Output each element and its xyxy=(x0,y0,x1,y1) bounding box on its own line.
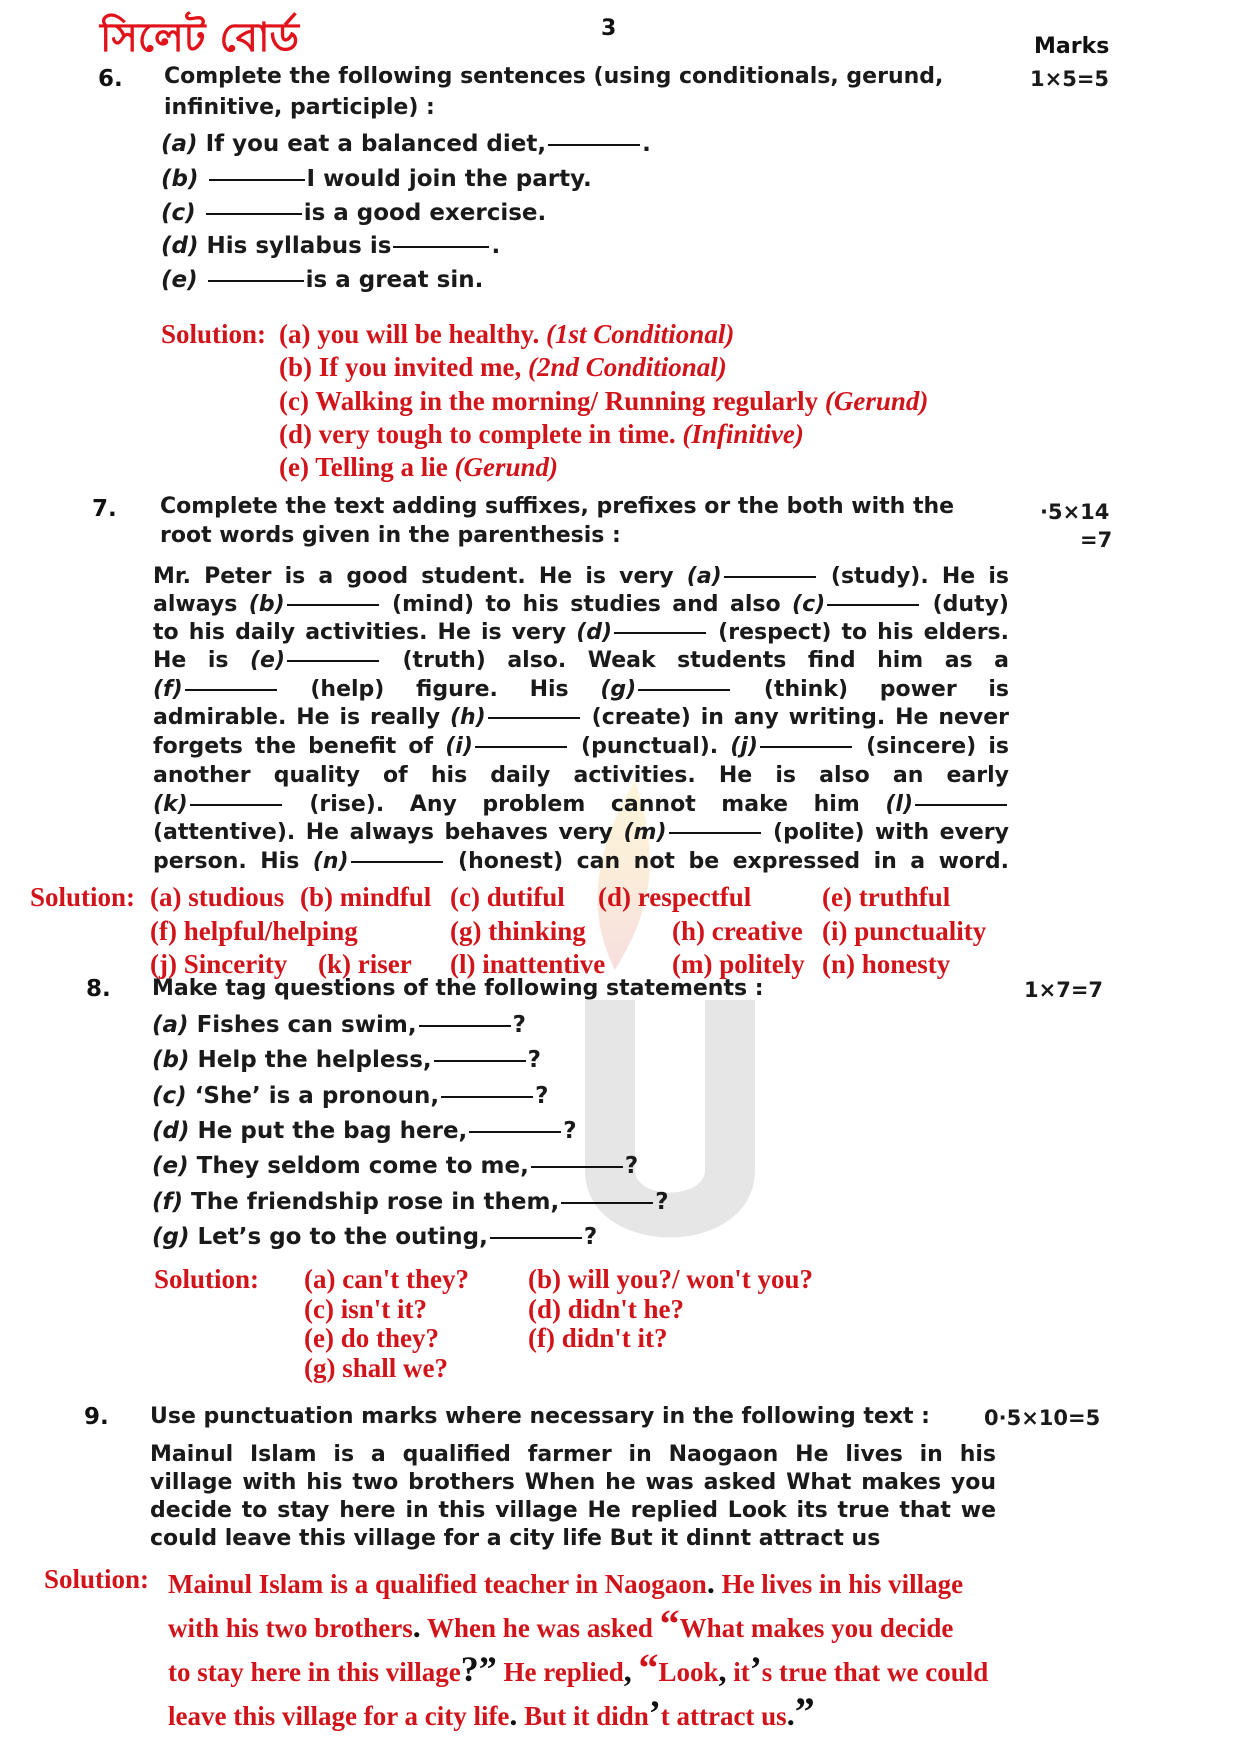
q9-solution-line: with his two brothers. When he was asked “What makes you decide xyxy=(168,1601,954,1646)
q7-passage-line: (attentive). He always behaves very (m) (polite) with every xyxy=(153,820,1009,845)
q6-solution-b: (b) If you invited me, (2nd Conditional) xyxy=(279,352,727,382)
q8-answer-e: (e) do they? xyxy=(304,1323,439,1353)
q7-passage-line: (k) (rise). Any problem cannot make him (l) xyxy=(153,792,1009,817)
q6-item-a: (a) If you eat a balanced diet, . xyxy=(161,131,651,157)
q7-answer-f: (f) helpful/helping xyxy=(150,916,358,946)
q6-item-e: (e) is a great sin. xyxy=(161,267,484,293)
q6-instruction-cont: infinitive, participle) : xyxy=(164,95,435,120)
q6-solution-a: (a) you will be healthy. (1st Conditional) xyxy=(279,319,735,349)
q9-solution-line: Mainul Islam is a qualified teacher in Naogaon. He lives in his village xyxy=(168,1564,964,1600)
q6-solution-c: (c) Walking in the morning/ Running regularly (Gerund) xyxy=(279,386,929,416)
q7-passage-line: another quality of his daily activities. He is also an early xyxy=(153,763,1009,788)
q8-item-f: (f) The friendship rose in them, ? xyxy=(152,1189,669,1215)
q9-passage-line: village with his two brothers When he was asked What makes you xyxy=(150,1470,996,1495)
q8-number: 8. xyxy=(86,976,111,1002)
q8-item-e: (e) They seldom come to me, ? xyxy=(152,1153,639,1179)
q6-item-b: (b) I would join the party. xyxy=(161,166,592,192)
q7-answer-j: (j) Sincerity xyxy=(150,949,288,979)
q6-marks: 1×5=5 xyxy=(1030,67,1110,91)
q6-instruction: Complete the following sentences (using conditionals, gerund, xyxy=(164,64,944,89)
q6-solution-label: Solution: xyxy=(161,319,267,349)
q6-solution-d: (d) very tough to complete in time. (Infinitive) xyxy=(279,419,804,449)
q8-item-c: (c) ‘She’ is a pronoun, ? xyxy=(152,1083,549,1109)
q7-answer-i: (i) punctuality xyxy=(822,916,987,946)
q8-answer-b: (b) will you?/ won't you? xyxy=(528,1264,814,1294)
q9-solution-line: leave this village for a city life. But it didn’t attract us.” xyxy=(168,1689,815,1734)
q7-marks: ·5×14 xyxy=(1040,500,1110,524)
q9-passage-line: could leave this village for a city life But it dinnt attract us xyxy=(150,1526,881,1551)
q8-item-g: (g) Let’s go to the outing, ? xyxy=(152,1224,598,1250)
q7-passage-line: He is (e) (truth) also. Weak students find him as a xyxy=(153,648,1009,673)
q6-item-d: (d) His syllabus is . xyxy=(161,233,501,259)
q7-number: 7. xyxy=(92,496,117,522)
q7-answer-g: (g) thinking xyxy=(450,916,586,946)
q8-item-d: (d) He put the bag here, ? xyxy=(152,1118,577,1144)
q9-instruction: Use punctuation marks where necessary in the following text : xyxy=(150,1404,930,1429)
q7-answer-k: (k) riser xyxy=(318,949,412,979)
q9-marks: 0·5×10=5 xyxy=(984,1406,1101,1430)
marks-header: Marks xyxy=(1034,34,1110,59)
q7-passage-line: always (b) (mind) to his studies and also (c) (duty) xyxy=(153,592,1009,617)
q7-passage-line: forgets the benefit of (i) (punctual). (j) (sincere) is xyxy=(153,734,1009,759)
q8-answer-a: (a) can't they? xyxy=(304,1264,469,1294)
q7-passage-line: person. His (n) (honest) can not be expressed in a word. xyxy=(153,849,1009,874)
q9-passage-line: Mainul Islam is a qualified farmer in Naogaon He lives in his xyxy=(150,1442,996,1467)
q9-solution-line: to stay here in this village?” He replied, “Look, it’s true that we could xyxy=(168,1645,989,1690)
q8-item-b: (b) Help the helpless, ? xyxy=(152,1047,541,1073)
q6-item-c: (c) is a good exercise. xyxy=(161,200,547,226)
q8-instruction: Make tag questions of the following statements : xyxy=(152,976,764,1001)
q7-instruction: Complete the text adding suffixes, prefixes or the both with the xyxy=(160,494,955,519)
q8-item-a: (a) Fishes can swim, ? xyxy=(152,1012,526,1038)
q7-answer-b: (b) mindful xyxy=(300,882,432,912)
q6-number: 6. xyxy=(98,66,123,92)
q7-answer-a: (a) studious xyxy=(150,882,285,912)
q7-answer-n: (n) honesty xyxy=(822,949,951,979)
q8-marks: 1×7=7 xyxy=(1024,978,1104,1002)
q7-passage-line: admirable. He is really (h) (create) in any writing. He never xyxy=(153,705,1010,730)
q7-answer-d: (d) respectful xyxy=(598,882,752,912)
q8-solution-label: Solution: xyxy=(154,1264,260,1294)
page-number: 3 xyxy=(601,16,617,41)
board-title: সিলেট বোর্ড xyxy=(100,15,299,61)
q7-answer-h: (h) creative xyxy=(672,916,803,946)
q8-answer-d: (d) didn't he? xyxy=(528,1294,685,1324)
q8-answer-g: (g) shall we? xyxy=(304,1353,448,1383)
q9-solution-label: Solution: xyxy=(44,1564,150,1594)
q8-answer-f: (f) didn't it? xyxy=(528,1323,668,1353)
q7-answer-l: (l) inattentive xyxy=(450,949,606,979)
q7-passage-line: to his daily activities. He is very (d) (respect) to his elders. xyxy=(153,620,1009,645)
q7-passage-line: Mr. Peter is a good student. He is very (a) (study). He is xyxy=(153,564,1009,589)
q7-answer-e: (e) truthful xyxy=(822,882,951,912)
q9-number: 9. xyxy=(84,1404,109,1430)
q7-solution-label: Solution: xyxy=(30,882,136,912)
q7-marks-total: =7 xyxy=(1080,528,1113,552)
q7-passage-line: (f) (help) figure. His (g) (think) power is xyxy=(153,677,1009,702)
q7-answer-m: (m) politely xyxy=(672,949,805,979)
q6-solution-e: (e) Telling a lie (Gerund) xyxy=(279,452,559,482)
q9-passage-line: decide to stay here in this village He replied Look its true that we xyxy=(150,1498,996,1523)
q7-instruction-cont: root words given in the parenthesis : xyxy=(160,523,621,548)
q7-answer-c: (c) dutiful xyxy=(450,882,565,912)
q8-answer-c: (c) isn't it? xyxy=(304,1294,427,1324)
